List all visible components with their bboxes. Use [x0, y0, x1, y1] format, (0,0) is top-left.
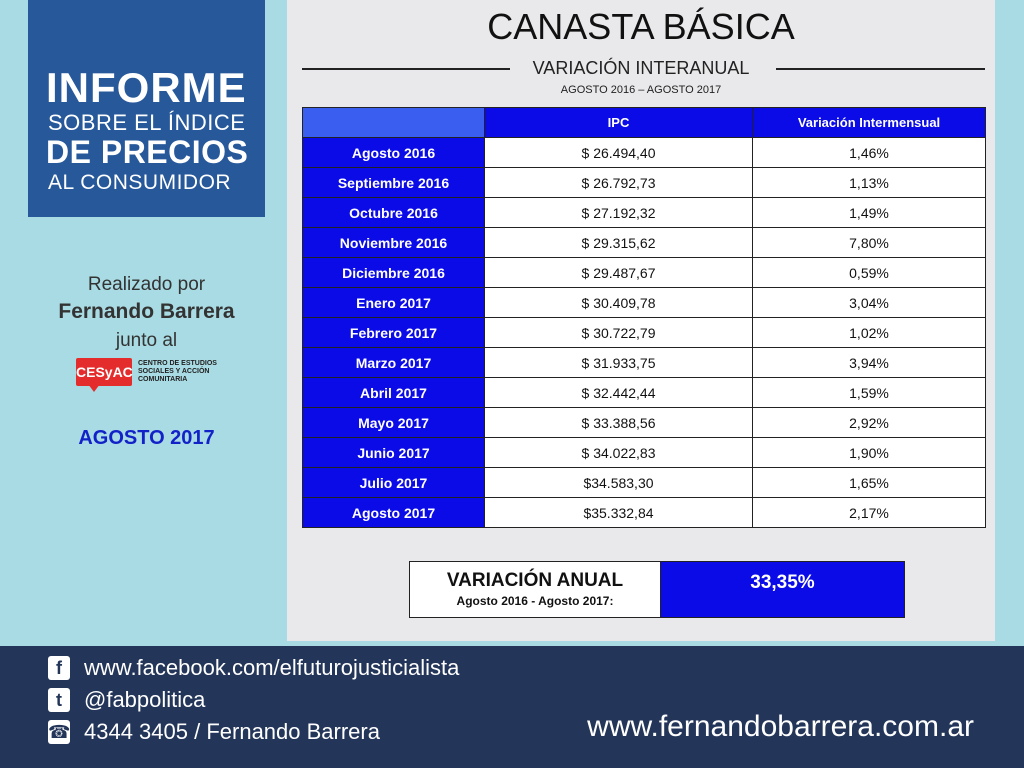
row-variation: 1,90% [753, 438, 986, 468]
credits-line-3: junto al [115, 330, 178, 351]
row-month: Noviembre 2016 [303, 228, 485, 258]
row-ipc: $ 26.494,40 [485, 138, 753, 168]
row-variation: 7,80% [753, 228, 986, 258]
annual-label: VARIACIÓN ANUAL [446, 570, 624, 591]
row-ipc: $ 34.022,83 [485, 438, 753, 468]
row-month: Mayo 2017 [303, 408, 485, 438]
row-variation: 1,65% [753, 468, 986, 498]
credits-name: Fernando Barrera [58, 300, 235, 323]
facebook-link[interactable]: www.facebook.com/elfuturojusticialista [84, 655, 460, 680]
row-ipc: $ 30.722,79 [485, 318, 753, 348]
header-ipc: IPC [485, 108, 753, 138]
annual-label-box [409, 561, 661, 618]
phone-icon: ☎ [48, 722, 71, 742]
table-row [303, 408, 986, 438]
org-logo [76, 358, 226, 394]
row-month: Septiembre 2016 [303, 168, 485, 198]
brand-line-3: DE PRECIOS [46, 134, 249, 170]
credits [28, 274, 265, 352]
table-row [303, 198, 986, 228]
org-logo-mark: CESyAC [76, 358, 132, 386]
table-row [303, 138, 986, 168]
annual-variation [409, 561, 905, 618]
website-link[interactable]: www.fernandobarrera.com.ar [587, 710, 974, 743]
row-month: Diciembre 2016 [303, 258, 485, 288]
annual-value-box [660, 561, 905, 618]
row-month: Agosto 2017 [303, 498, 485, 528]
row-variation: 1,49% [753, 198, 986, 228]
date-range: AGOSTO 2016 – AGOSTO 2017 [560, 84, 722, 96]
header-variation: Variación Intermensual [753, 108, 986, 138]
row-variation: 2,92% [753, 408, 986, 438]
row-month: Febrero 2017 [303, 318, 485, 348]
table-row [303, 288, 986, 318]
brand-box [28, 0, 265, 217]
row-variation: 1,46% [753, 138, 986, 168]
row-ipc: $35.332,84 [485, 498, 753, 528]
row-variation: 1,02% [753, 318, 986, 348]
row-ipc: $ 26.792,73 [485, 168, 753, 198]
row-ipc: $ 32.442,44 [485, 378, 753, 408]
table-row [303, 438, 986, 468]
page-title: CANASTA BÁSICA [487, 6, 795, 47]
report-period: AGOSTO 2017 [78, 427, 215, 449]
row-ipc: $ 29.487,67 [485, 258, 753, 288]
table-row [303, 468, 986, 498]
twitter-row[interactable] [48, 686, 205, 714]
row-month: Junio 2017 [303, 438, 485, 468]
header-month [303, 108, 485, 138]
twitter-icon: t [48, 688, 70, 712]
row-month: Octubre 2016 [303, 198, 485, 228]
row-ipc: $ 33.388,56 [485, 408, 753, 438]
phone-text: 4344 3405 / Fernando Barrera [84, 719, 380, 744]
facebook-row[interactable] [48, 654, 459, 682]
table-row [303, 348, 986, 378]
facebook-icon: f [48, 656, 70, 680]
table-row [303, 168, 986, 198]
row-month: Julio 2017 [303, 468, 485, 498]
row-variation: 1,59% [753, 378, 986, 408]
row-month: Abril 2017 [303, 378, 485, 408]
brand-line-1: INFORME [46, 64, 247, 111]
row-ipc: $ 29.315,62 [485, 228, 753, 258]
table-header-row [303, 108, 986, 138]
row-ipc: $ 30.409,78 [485, 288, 753, 318]
row-variation: 3,04% [753, 288, 986, 318]
phone-row [48, 718, 380, 746]
footer [0, 646, 1024, 768]
credits-line-1: Realizado por [87, 274, 206, 295]
annual-value: 33,35% [750, 572, 815, 593]
row-variation: 3,94% [753, 348, 986, 378]
row-ipc: $34.583,30 [485, 468, 753, 498]
brand-line-4: AL CONSUMIDOR [48, 171, 232, 194]
org-logo-desc: CENTRO DE ESTUDIOS SOCIALES Y ACCIÓN COMUNITARIA [138, 360, 217, 383]
brand-line-2: SOBRE EL ÍNDICE [48, 110, 246, 135]
row-month: Marzo 2017 [303, 348, 485, 378]
org-logo-tail [88, 384, 100, 392]
table-row [303, 498, 986, 528]
table-row [303, 378, 986, 408]
row-ipc: $ 31.933,75 [485, 348, 753, 378]
row-ipc: $ 27.192,32 [485, 198, 753, 228]
row-month: Agosto 2016 [303, 138, 485, 168]
row-month: Enero 2017 [303, 288, 485, 318]
table-row [303, 228, 986, 258]
table-row [303, 318, 986, 348]
price-table [302, 107, 986, 528]
row-variation: 2,17% [753, 498, 986, 528]
table-row [303, 258, 986, 288]
row-variation: 0,59% [753, 258, 986, 288]
annual-range: Agosto 2016 - Agosto 2017: [456, 594, 614, 608]
row-variation: 1,13% [753, 168, 986, 198]
page-subtitle: VARIACIÓN INTERANUAL [532, 58, 750, 78]
twitter-link[interactable]: @fabpolitica [84, 687, 206, 712]
